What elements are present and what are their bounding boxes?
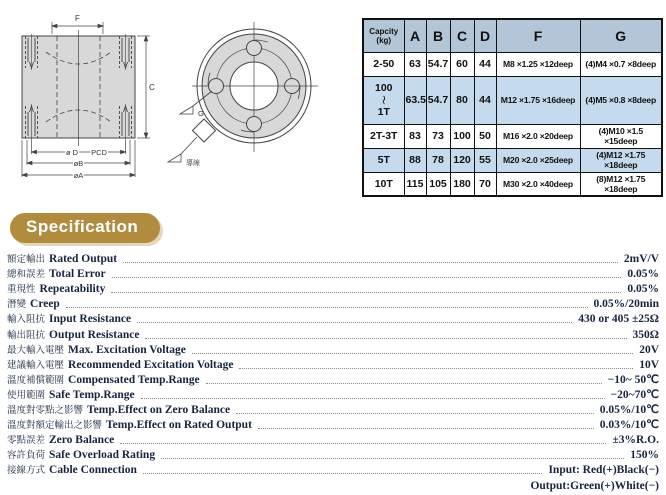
spec-label-zh: 重現性: [7, 284, 36, 296]
spec-value: Output:Green(+)White(−): [530, 479, 659, 492]
column-header-f: F: [496, 19, 580, 52]
spec-label-en: Temp.Effect on Zero Balance: [87, 404, 231, 417]
spec-value-continuation: [7, 477, 659, 492]
spec-row: [7, 402, 659, 417]
table-row: [363, 52, 662, 76]
column-header-g: G: [580, 19, 662, 52]
spec-value: Input: Red(+)Black(−): [548, 464, 659, 477]
thread-spec-cell: M30 ×2.0 ×40deep: [496, 172, 580, 196]
spec-row: [7, 372, 659, 387]
spec-value: 0.05%: [627, 268, 659, 281]
spec-label-zh: 接線方式: [7, 465, 46, 477]
dotted-leader: [112, 277, 622, 278]
spec-label-en: Max. Excitation Voltage: [68, 343, 186, 356]
spec-row: [7, 311, 659, 326]
spec-label-en: Zero Balance: [49, 434, 115, 447]
spec-label-en: Safe Temp.Range: [49, 388, 135, 401]
dimension-value-cell: 55: [474, 148, 496, 172]
spec-label-en: Rated Output: [49, 253, 118, 266]
spec-label-zh: 潛變: [7, 299, 27, 311]
capacity-cell: 2T-3T: [363, 124, 404, 148]
capacity-cell: 10T: [363, 172, 404, 196]
dimensions-table: [362, 18, 663, 197]
lead-wire-label: 導線: [186, 160, 200, 167]
dotted-leader: [141, 398, 605, 399]
spec-label-en: Recommended Excitation Voltage: [68, 358, 234, 371]
spec-label-en: Safe Overload Rating: [49, 449, 156, 462]
side-view-drawing: [22, 14, 155, 180]
thread-spec-cell: M12 ×1.75 ×16deep: [496, 76, 580, 124]
dotted-leader: [236, 413, 594, 414]
spec-value: 350Ω: [632, 328, 659, 341]
dotted-leader: [258, 428, 594, 429]
spec-value: 430 or 405 ±25Ω: [578, 313, 659, 326]
spec-value: 150%: [630, 449, 659, 462]
spec-row: [7, 447, 659, 462]
dimension-value-cell: 63: [404, 52, 426, 76]
spec-label-en: Cable Connection: [49, 464, 137, 477]
thread-spec-cell: M8 ×1.25 ×12deep: [496, 52, 580, 76]
spec-value: 0.05%: [627, 283, 659, 296]
column-header-c: C: [450, 19, 474, 52]
dimension-value-cell: 180: [450, 172, 474, 196]
spec-row: [7, 387, 659, 402]
thread-spec-cell: (4)M10 ×1.5 ×15deep: [580, 124, 662, 148]
spec-row: [7, 326, 659, 341]
dim-a-label: øA: [73, 171, 84, 180]
spec-value: 20V: [639, 343, 659, 356]
dimension-value-cell: 44: [474, 76, 496, 124]
spec-label-zh: 額定輸出: [7, 254, 46, 266]
spec-label-zh: 輸出阻抗: [7, 329, 46, 341]
spec-row: [7, 251, 659, 266]
dimension-drawings: [0, 0, 360, 205]
capacity-cell: 2-50: [363, 52, 404, 76]
dotted-leader: [120, 443, 606, 444]
spec-row: [7, 342, 659, 357]
thread-spec-cell: (4)M5 ×0.8 ×8deep: [580, 76, 662, 124]
capacity-cell: 100 〜 1T: [363, 76, 404, 124]
spec-label-en: Compensated Temp.Range: [68, 373, 200, 386]
dotted-leader: [239, 368, 633, 369]
spec-label-zh: 總和誤差: [7, 269, 46, 281]
spec-label-en: Repeatability: [39, 283, 106, 296]
lead-wire-leader: [168, 137, 197, 162]
spec-label-zh: 溫度補償範圍: [7, 374, 65, 386]
thread-spec-cell: M20 ×2.0 ×25deep: [496, 148, 580, 172]
dimension-value-cell: 50: [474, 124, 496, 148]
spec-value: −20~70℃: [610, 388, 659, 401]
spec-list: [7, 251, 659, 493]
spec-row: [7, 281, 659, 296]
dotted-leader: [137, 322, 572, 323]
dimension-value-cell: 44: [474, 52, 496, 76]
spec-label-zh: 容許負荷: [7, 450, 46, 462]
spec-value: 0.05%/10℃: [599, 404, 659, 417]
dim-b-label: øB: [73, 159, 84, 168]
spec-label-zh: 零點誤差: [7, 435, 46, 447]
dim-c-label: C: [149, 83, 155, 92]
spec-row: [7, 296, 659, 311]
dimension-value-cell: 88: [404, 148, 426, 172]
dim-f: [52, 22, 103, 34]
spec-label-zh: 溫度對額定輸出之影響: [7, 420, 103, 432]
spec-label-en: Creep: [30, 298, 60, 311]
dimension-value-cell: 83: [404, 124, 426, 148]
table-row: [363, 124, 662, 148]
spec-row: [7, 266, 659, 281]
dimension-value-cell: 78: [426, 148, 450, 172]
dotted-leader: [161, 458, 624, 459]
dimension-value-cell: 54.7: [426, 76, 450, 124]
spec-label-en: Total Error: [49, 268, 106, 281]
spec-label-en: Temp.Effect on Rated Output: [106, 419, 252, 432]
spec-label-zh: 輸入阻抗: [7, 314, 46, 326]
dimension-value-cell: 115: [404, 172, 426, 196]
capacity-column-header: Capcity (kg): [363, 19, 404, 52]
thread-spec-cell: (8)M12 ×1.75 ×18deep: [580, 172, 662, 196]
dotted-leader: [206, 383, 602, 384]
spec-value: 0.05%/20min: [593, 298, 659, 311]
dimension-value-cell: 63.5: [404, 76, 426, 124]
column-header-a: A: [404, 19, 426, 52]
thread-spec-cell: (4)M12 ×1.75 ×18deep: [580, 148, 662, 172]
dimension-value-cell: 60: [450, 52, 474, 76]
dimension-value-cell: 100: [450, 124, 474, 148]
dimension-value-cell: 70: [474, 172, 496, 196]
dimension-value-cell: 120: [450, 148, 474, 172]
table-row: [363, 76, 662, 124]
dotted-leader: [66, 307, 588, 308]
thread-spec-cell: M16 ×2.0 ×20deep: [496, 124, 580, 148]
front-view-drawing: [168, 22, 318, 167]
dim-f-label: F: [75, 14, 80, 23]
dimension-value-cell: 80: [450, 76, 474, 124]
spec-label-zh: 使用範圍: [7, 389, 46, 401]
spec-label-en: Input Resistance: [49, 313, 132, 326]
dotted-leader: [192, 353, 633, 354]
capacity-cell: 5T: [363, 148, 404, 172]
dim-g-label: G: [198, 109, 204, 118]
spec-row: [7, 357, 659, 372]
table-row: [363, 148, 662, 172]
column-header-d: D: [474, 19, 496, 52]
dimension-value-cell: 105: [426, 172, 450, 196]
spec-row: [7, 432, 659, 447]
spec-value: 10V: [639, 358, 659, 371]
dim-d-label: ø D: [65, 148, 79, 157]
thread-spec-cell: (4)M4 ×0.7 ×8deep: [580, 52, 662, 76]
spec-value: 2mV/V: [623, 253, 659, 266]
dotted-leader: [143, 473, 543, 474]
dimension-value-cell: 54.7: [426, 52, 450, 76]
spec-label-zh: 最大輸入電壓: [7, 344, 65, 356]
spec-value: ±3%R.O.: [612, 434, 659, 447]
spec-label-zh: 建議輸入電壓: [7, 359, 65, 371]
dotted-leader: [145, 338, 626, 339]
column-header-b: B: [426, 19, 450, 52]
spec-row: [7, 417, 659, 432]
spec-label-zh: 溫度對零點之影響: [7, 405, 84, 417]
table-row: [363, 172, 662, 196]
specification-badge: Specification: [10, 213, 160, 243]
spec-value: 0.03%/10℃: [599, 419, 659, 432]
dotted-leader: [111, 292, 621, 293]
dotted-leader: [123, 262, 618, 263]
dimension-value-cell: 73: [426, 124, 450, 148]
spec-label-en: Output Resistance: [49, 328, 140, 341]
spec-row: [7, 462, 659, 477]
spec-value: −10~ 50℃: [607, 373, 659, 386]
table-header-row: [363, 19, 662, 52]
dim-pcd-label: PCD: [91, 148, 107, 157]
